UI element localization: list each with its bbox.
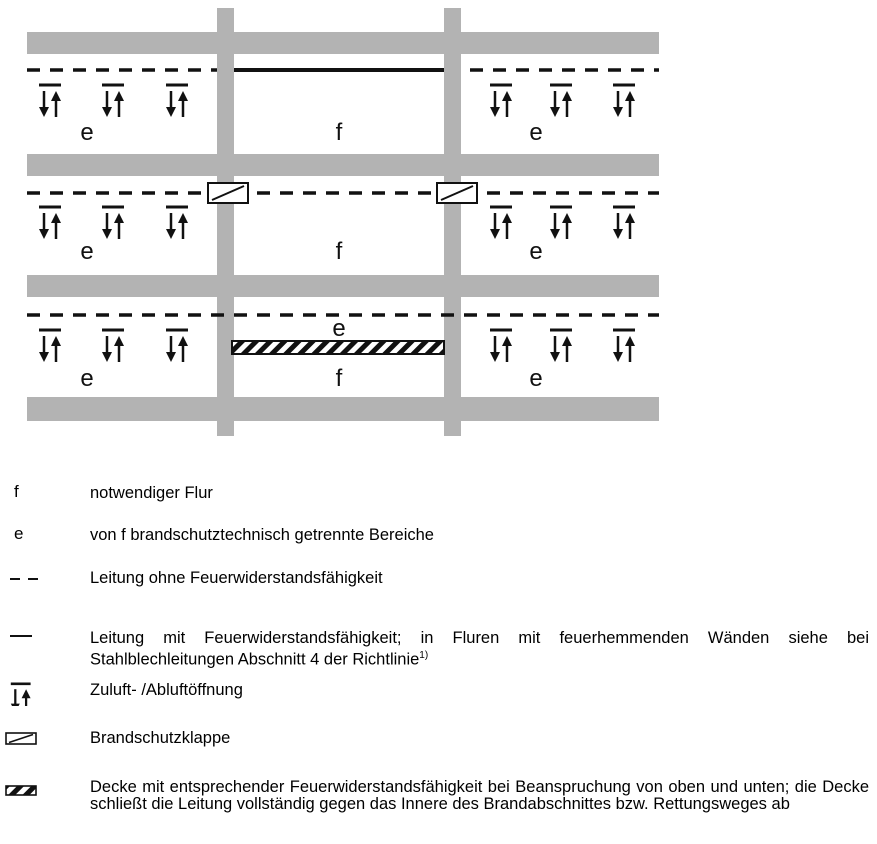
area-label: e	[80, 365, 94, 392]
area-label: f	[335, 119, 343, 146]
fire-damper-icon	[5, 731, 39, 747]
legend-text: Brandschutzklappe	[90, 729, 231, 747]
area-label: f	[335, 238, 343, 265]
legend-text: von f brandschutztechnisch getrennte Bereiche	[90, 526, 434, 544]
hatched-ceiling-icon	[5, 784, 39, 798]
legend-text: notwendiger Flur	[90, 484, 213, 502]
dashed-line-icon	[10, 571, 40, 587]
fire-damper	[437, 183, 477, 203]
legend-text: Zuluft- /Abluftöffnung	[90, 681, 243, 699]
legend-text: Leitung ohne Feuerwiderstandsfähigkeit	[90, 569, 383, 587]
legend-text: Decke mit entsprechender Feuerwiderstandsfähigkeit bei Beanspruchung von oben und unten; die Decke schließt die Leitung vollständig gegen das Innere des Brandabschnittes bzw. Rettungsweges ab	[90, 778, 869, 813]
area-label: e	[529, 238, 543, 265]
solid-line-icon	[10, 628, 34, 644]
area-label: f	[335, 365, 343, 392]
fire-damper	[208, 183, 248, 203]
area-label: e	[332, 315, 346, 342]
air-vent-icon	[9, 682, 35, 706]
area-label: e	[529, 119, 543, 146]
area-label: e	[80, 238, 94, 265]
hatched-ceiling	[232, 341, 444, 354]
area-label: e	[529, 365, 543, 392]
legend-symbol: e	[14, 524, 24, 543]
legend-text: Leitung mit Feuerwiderstandsfähigkeit; in Fluren mit feuerhemmenden Wänden siehe bei Stahlblechleitungen Abschnitt 4 der Richtlinie$^{1)}$	[90, 629, 869, 669]
legend-symbol: f	[14, 482, 19, 501]
area-label: e	[80, 119, 94, 146]
